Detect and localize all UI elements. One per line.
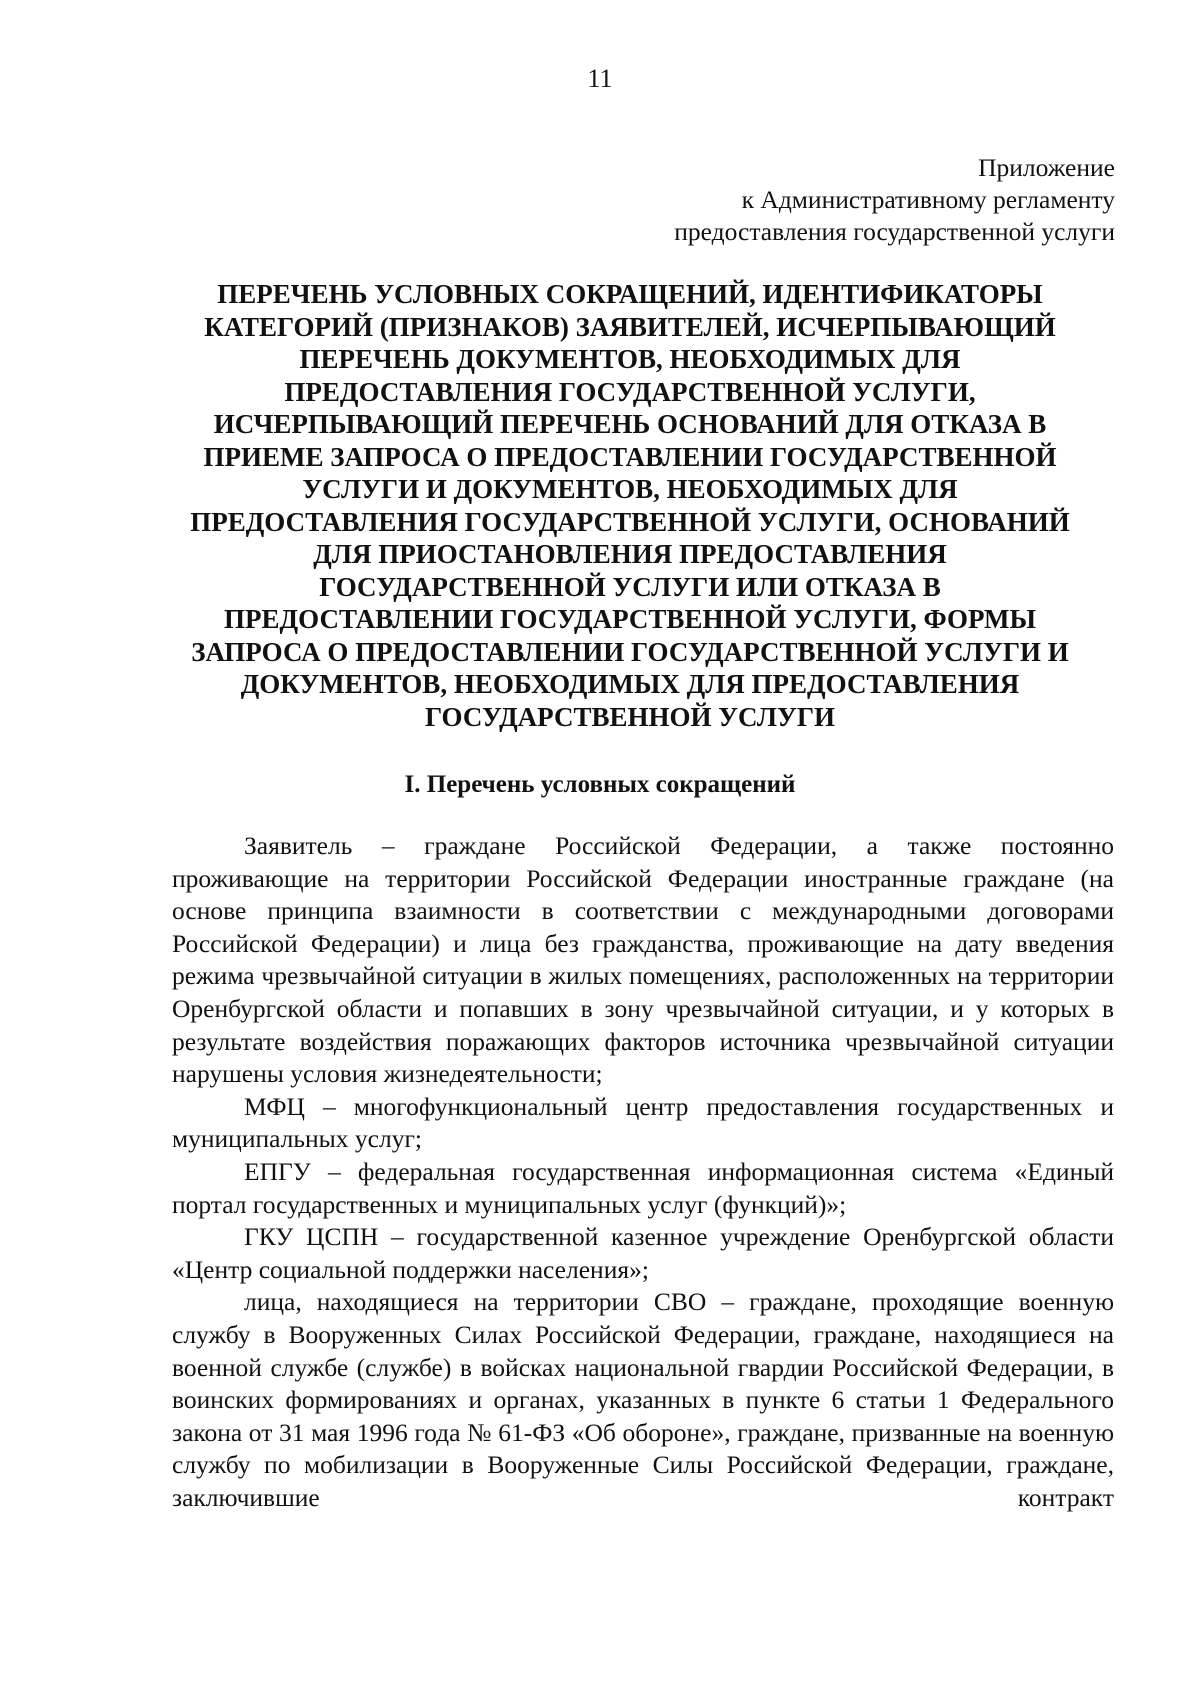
title-line: ПРЕДОСТАВЛЕНИЯ ГОСУДАРСТВЕННОЙ УСЛУГИ, ОСНОВАНИЙ: [190, 506, 1070, 537]
appendix-line: предоставления государственной услуги: [674, 217, 1115, 246]
page-number: 11: [587, 64, 613, 93]
appendix-note: [674, 152, 1115, 248]
title-line: ПРИЕМЕ ЗАПРОСА О ПРЕДОСТАВЛЕНИИ ГОСУДАРСТВЕННОЙ: [203, 441, 1057, 472]
paragraph-gku-cspn: ГКУ ЦСПН – государственной казенное учреждение Оренбургской области «Центр социальной поддержки населения»;: [172, 1222, 1114, 1284]
title-line: КАТЕГОРИЙ (ПРИЗНАКОВ) ЗАЯВИТЕЛЕЙ, ИСЧЕРПЫВАЮЩИЙ: [204, 311, 1056, 342]
title-line: ПЕРЕЧЕНЬ УСЛОВНЫХ СОКРАЩЕНИЙ, ИДЕНТИФИКАТОРЫ: [217, 279, 1043, 309]
title-line: ПЕРЕЧЕНЬ ДОКУМЕНТОВ, НЕОБХОДИМЫХ ДЛЯ: [299, 344, 961, 374]
section-heading: I. Перечень условных сокращений: [404, 771, 796, 798]
document-title: [160, 278, 1100, 733]
title-line: ЗАПРОСА О ПРЕДОСТАВЛЕНИИ ГОСУДАРСТВЕННОЙ УСЛУГИ И: [191, 636, 1069, 667]
paragraph-epgu: ЕПГУ – федеральная государственная информационная система «Единый портал государственных и муниципальных услуг (функций)»;: [172, 1156, 1114, 1219]
title-line: ДЛЯ ПРИОСТАНОВЛЕНИЯ ПРЕДОСТАВЛЕНИЯ: [313, 539, 947, 569]
title-line: УСЛУГИ И ДОКУМЕНТОВ, НЕОБХОДИМЫХ ДЛЯ: [302, 474, 958, 504]
paragraph-svo: лица, находящиеся на территории СВО – граждане, проходящие военную службу в Вооруженных Силах Российской Федерации, граждане, находящиеся на военной службе (службе) в войсках национальной гвардии Российской Федерации, в воинских формированиях и органах, указанных в пункте 6 статьи 1 Федерального закона от 31 мая 1996 года № 61-ФЗ «Об обороне», граждане, призванные на военную службу по мобилизации в Вооруженные Силы Российской Федерации, граждане, заключившие контракт: [172, 1287, 1114, 1512]
paragraph-mfc: МФЦ – многофункциональный центр предоставления государственных и муниципальных услуг;: [172, 1091, 1114, 1154]
paragraph-applicant: Заявитель – граждане Российской Федерации, а также постоянно проживающие на территории Российской Федерации иностранные граждане (на основе принципа взаимности в соответствии с международными договорами Российской Федерации) и лица без гражданства, проживающие на дату введения режима чрезвычайной ситуации в жилых помещениях, расположенных на территории Оренбургской области и попавших в зону чрезвычайной ситуации, и у которых в результате воздействия поражающих факторов источника чрезвычайной ситуации нарушены условия жизнедеятельности;: [172, 831, 1114, 1089]
title-line: ДОКУМЕНТОВ, НЕОБХОДИМЫХ ДЛЯ ПРЕДОСТАВЛЕНИЯ: [240, 669, 1020, 699]
title-line: ИСЧЕРПЫВАЮЩИЙ ПЕРЕЧЕНЬ ОСНОВАНИЙ ДЛЯ ОТКАЗА В: [213, 409, 1047, 439]
title-line: ПРЕДОСТАВЛЕНИЯ ГОСУДАРСТВЕННОЙ УСЛУГИ,: [284, 376, 976, 407]
body-text: [172, 830, 1114, 1514]
appendix-line: Приложение: [978, 153, 1115, 182]
title-line: ГОСУДАРСТВЕННОЙ УСЛУГИ ИЛИ ОТКАЗА В: [319, 571, 941, 602]
appendix-line: к Административному регламенту: [741, 185, 1115, 214]
title-line: ПРЕДОСТАВЛЕНИИ ГОСУДАРСТВЕННОЙ УСЛУГИ, ФОРМЫ: [224, 604, 1036, 634]
title-line: ГОСУДАРСТВЕННОЙ УСЛУГИ: [425, 701, 835, 732]
